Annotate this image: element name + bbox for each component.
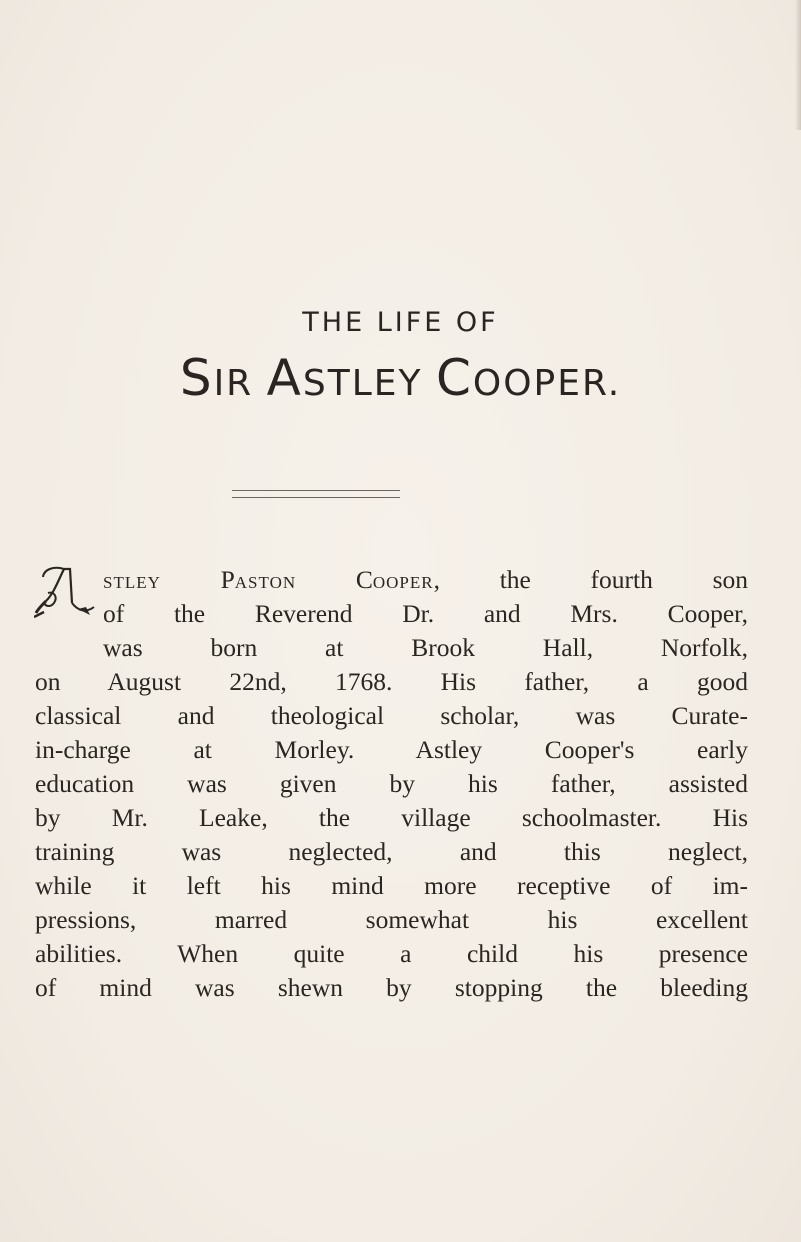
body-line-6: in-charge at Morley. Astley Cooper's early <box>35 735 748 764</box>
name-initial-a: A <box>266 349 303 407</box>
name-rest-a: STLEY <box>302 363 436 404</box>
body-line-7: education was given by his father, assisted <box>35 769 748 798</box>
name-initial-c: C <box>435 349 473 407</box>
body-line-2: of the Reverend Dr. and Mrs. Cooper, <box>103 599 748 628</box>
body-line-4: on August 22nd, 1768. His father, a good <box>35 667 748 696</box>
book-title: THE LIFE OF <box>302 307 499 338</box>
name-rest-c: OOPER. <box>472 363 622 404</box>
body-line-12: abilities. When quite a child his presence <box>35 939 748 968</box>
body-line-3: was born at Brook Hall, Norfolk, <box>103 633 748 662</box>
book-subject-name <box>0 351 801 406</box>
body-line-8: by Mr. Leake, the village schoolmaster. His <box>35 803 748 832</box>
body-line-5: classical and theological scholar, was Curate- <box>35 701 748 730</box>
name-initial-s: S <box>179 349 214 407</box>
body-line-10: while it left his mind more receptive of im- <box>35 871 748 900</box>
name-rest-s: IR <box>213 363 267 404</box>
body-line-9: training was neglected, and this neglect, <box>35 837 748 866</box>
drop-cap-a-icon <box>34 563 104 621</box>
body-line-1: STLEY PASTON COOPER, the fourth son <box>103 565 748 594</box>
body-line-11: pressions, marred somewhat his excellent <box>35 905 748 934</box>
double-rule-divider <box>232 490 400 498</box>
body-line-13: of mind was shewn by stopping the bleeding <box>35 973 748 1002</box>
page-edge-shadow <box>795 0 801 130</box>
